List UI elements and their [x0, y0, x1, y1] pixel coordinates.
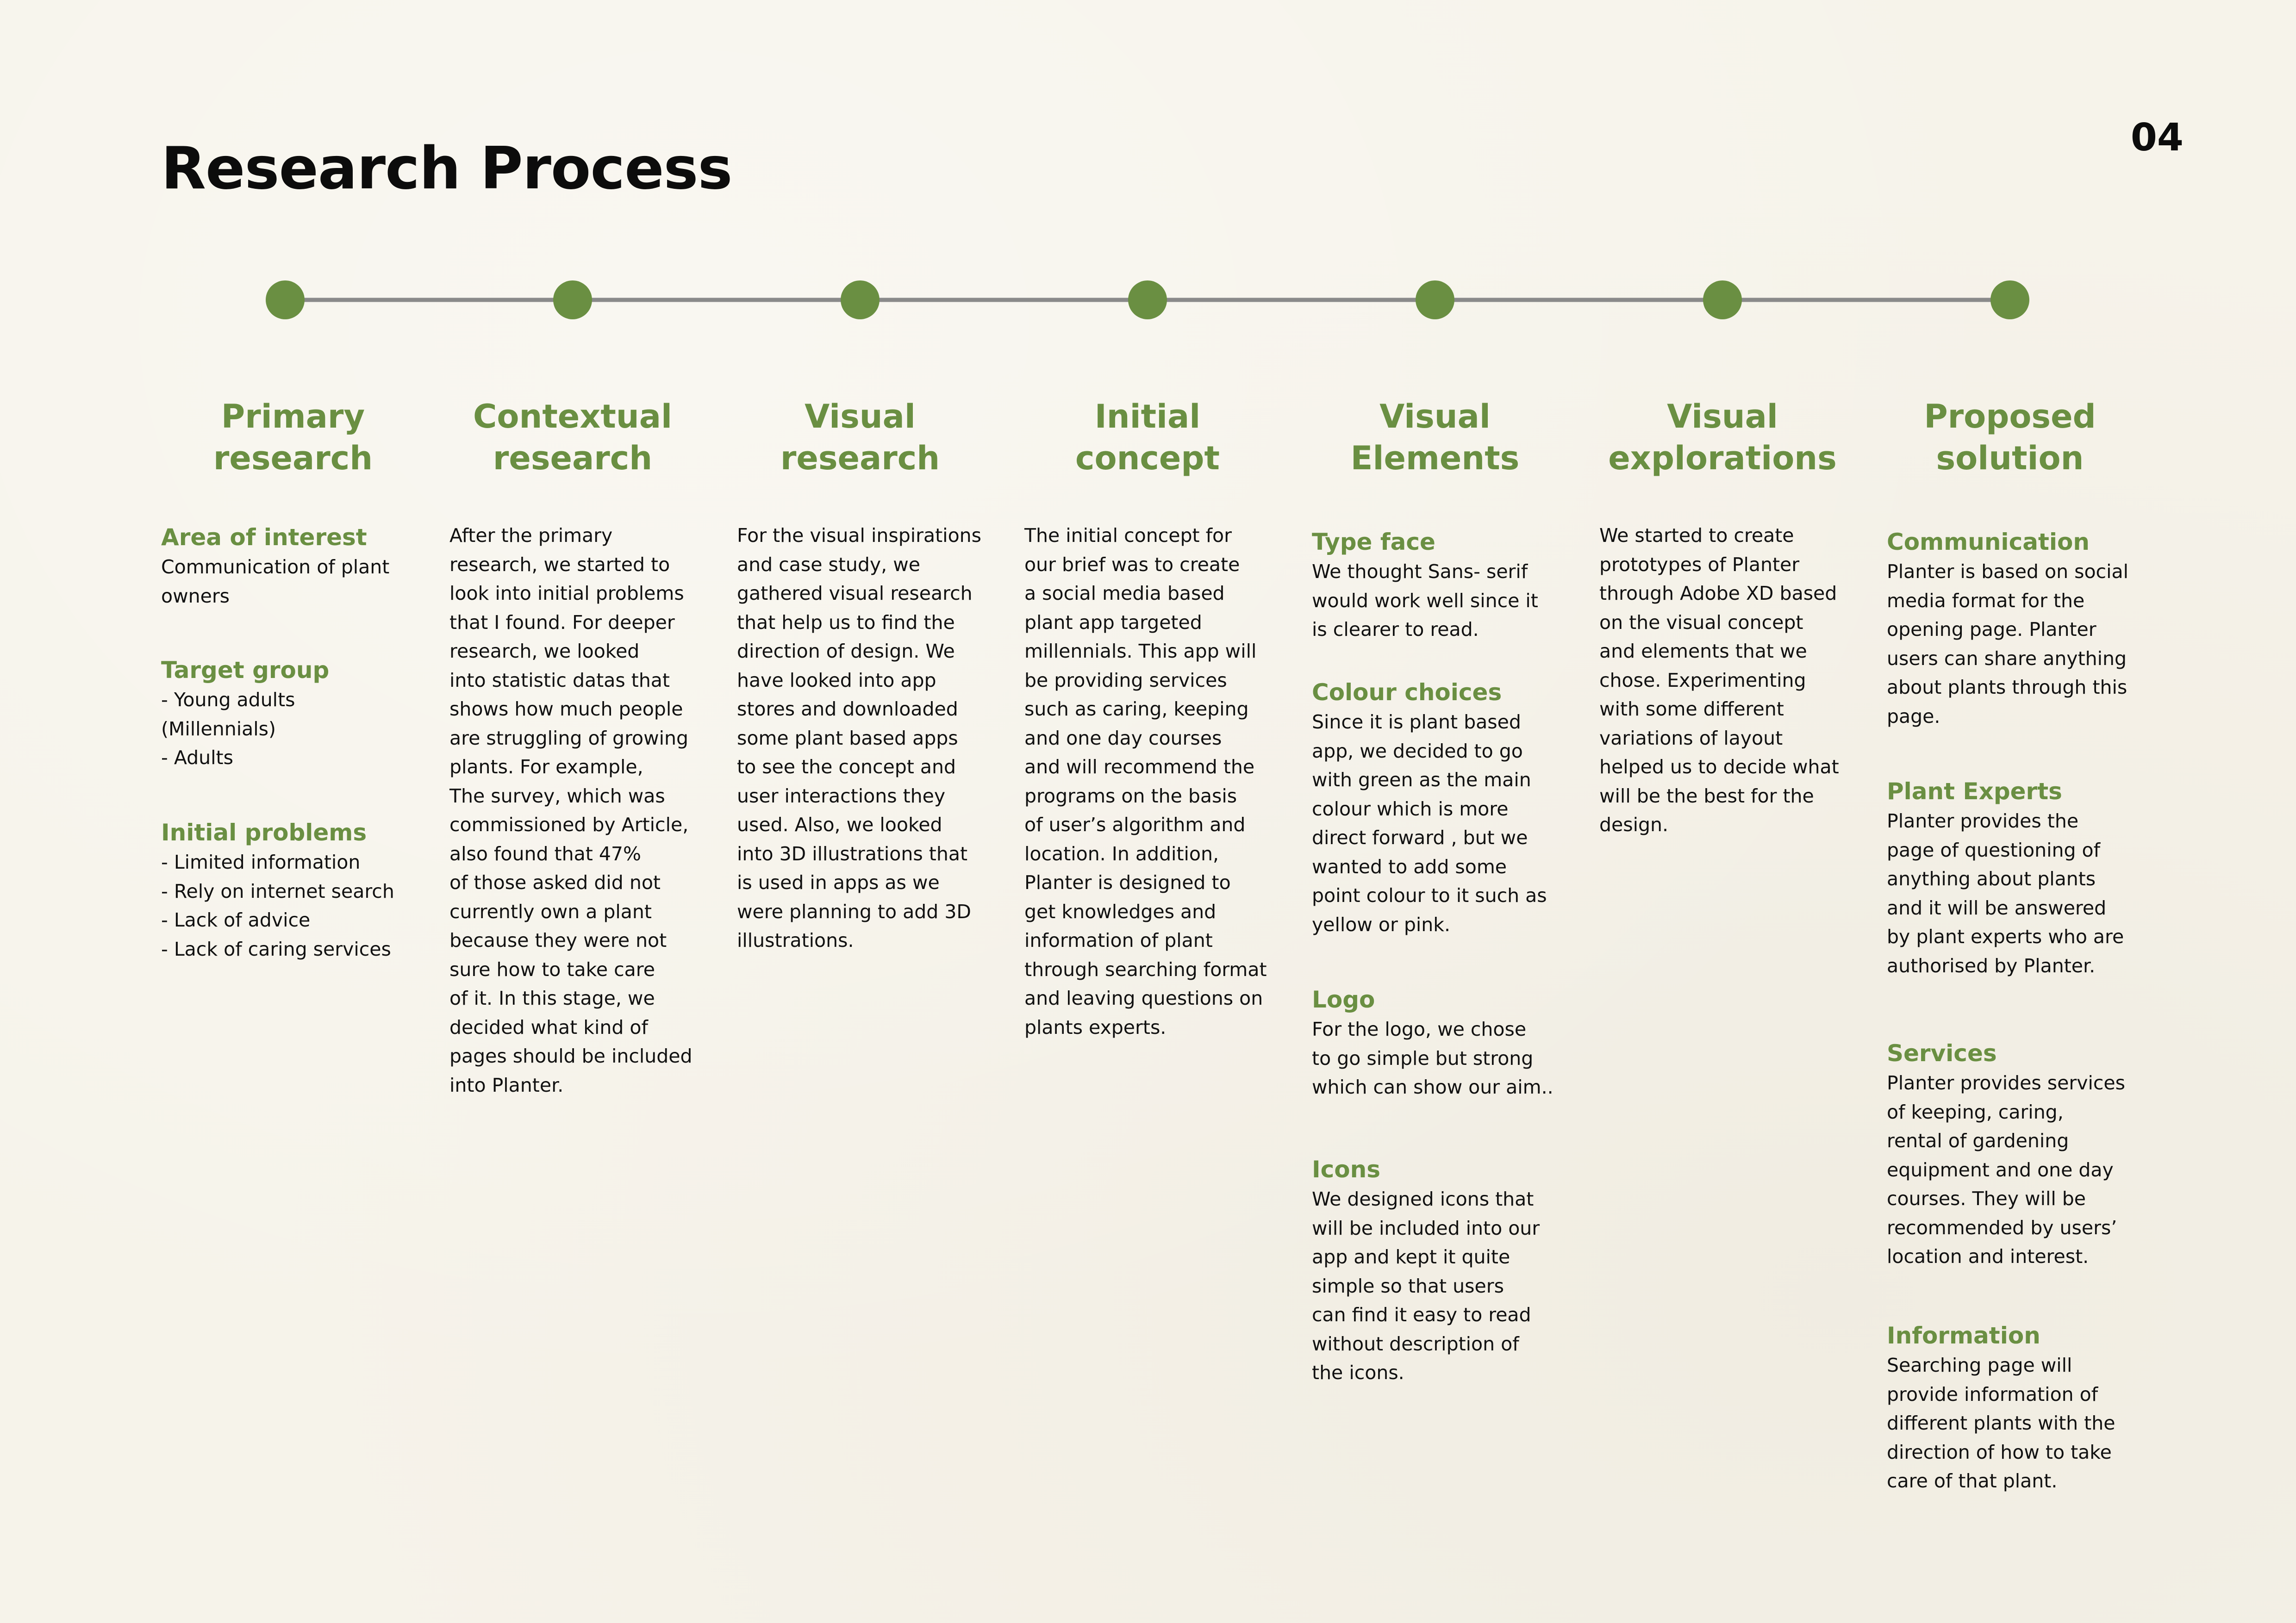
column-text: The initial concept for our brief was to create a social media based plant app targeted millennials. This app will be providing services such as caring, keeping and one day courses and will recommend the programs on the basis of user’s algorithm and location. In addition, Planter is designed to get knowledges and information of plant through searching format and leaving questions on plants experts. — [1024, 524, 1267, 1038]
column-title: Visual explorations — [1608, 398, 1837, 477]
column-title: Proposed solution — [1924, 398, 2096, 477]
timeline-dot-6 — [1703, 280, 1742, 319]
section-heading-plant-experts: Plant Experts — [1887, 778, 2062, 805]
timeline-dot-1 — [266, 280, 305, 319]
section-heading-type-face: Type face — [1312, 529, 1435, 555]
timeline-dot-2 — [553, 280, 592, 319]
section-text-information: Searching page will provide information of different plants with the direction of how to take care of that plant. — [1887, 1354, 2115, 1492]
section-heading-communication: Communication — [1887, 529, 2090, 555]
page-title: Research Process — [161, 134, 732, 202]
timeline-dot-5 — [1416, 280, 1454, 319]
section-heading-target-group: Target group — [161, 657, 330, 684]
page-number: 04 — [2130, 116, 2184, 160]
column-text: For the visual inspirations and case study, we gathered visual research that help us to find the direction of design. We have looked into app stores and downloaded some plant based apps to see the concept and user interactions they used. Also, we looked into 3D illustrations that is used in apps as we were planning to add 3D illustrations. — [737, 524, 981, 951]
section-text-initial-problems: - Limited information - Rely on internet search - Lack of advice - Lack of caring services — [161, 851, 394, 960]
section-text-logo: For the logo, we chose to go simple but strong which can show our aim.. — [1312, 1018, 1554, 1098]
section-heading-colour-choices: Colour choices — [1312, 679, 1502, 706]
column-title: Contextual research — [473, 398, 672, 477]
timeline-dot-4 — [1128, 280, 1167, 319]
column-title: Initial concept — [1075, 398, 1220, 477]
section-text-area-of-interest: Communication of plant owners — [161, 556, 390, 607]
section-text-colour-choices: Since it is plant based app, we decided to go with green as the main colour which is more direct forward , but we wanted to add some point colour to it such as yellow or pink. — [1312, 711, 1547, 936]
column-text: After the primary research, we started to look into initial problems that I found. For deeper research, we looked into statistic datas that shows how much people are struggling of growing plants. For example, The survey, which was commissioned by Article, also found that 47% of those asked did not currently own a plant because they were not sure how to take care of it. In this stage, we decided what kind of pages should be included into Planter. — [449, 524, 693, 1096]
section-text-communication: Planter is based on social media format for the opening page. Planter users can share anything about plants through this page. — [1887, 560, 2128, 728]
section-heading-initial-problems: Initial problems — [161, 819, 367, 846]
section-text-type-face: We thought Sans- serif would work well since it is clearer to read. — [1312, 560, 1538, 640]
section-heading-icons: Icons — [1312, 1156, 1380, 1183]
section-heading-logo: Logo — [1312, 986, 1375, 1013]
column-text: We started to create prototypes of Planter through Adobe XD based on the visual concept and elements that we chose. Experimenting with some different variations of layout helped us to decide what will be the best for the design. — [1599, 524, 1839, 836]
section-heading-area-of-interest: Area of interest — [161, 524, 367, 551]
section-text-services: Planter provides services of keeping, caring, rental of gardening equipment and one day courses. They will be recommended by users’ location and interest. — [1887, 1072, 2126, 1268]
section-text-target-group: - Young adults (Millennials) - Adults — [161, 689, 295, 769]
column-title: Visual Elements — [1350, 398, 1520, 477]
section-text-plant-experts: Planter provides the page of questioning of anything about plants and it will be answered by plant experts who are authorised by Planter. — [1887, 810, 2124, 977]
column-title: Visual research — [780, 398, 940, 477]
timeline-dot-3 — [841, 280, 880, 319]
column-title: Primary research — [213, 398, 373, 477]
timeline-dot-7 — [1990, 280, 2029, 319]
section-heading-information: Information — [1887, 1322, 2040, 1349]
section-text-icons: We designed icons that will be included into our app and kept it quite simple so that users can find it easy to read without description of the icons. — [1312, 1188, 1540, 1384]
section-heading-services: Services — [1887, 1040, 1997, 1067]
